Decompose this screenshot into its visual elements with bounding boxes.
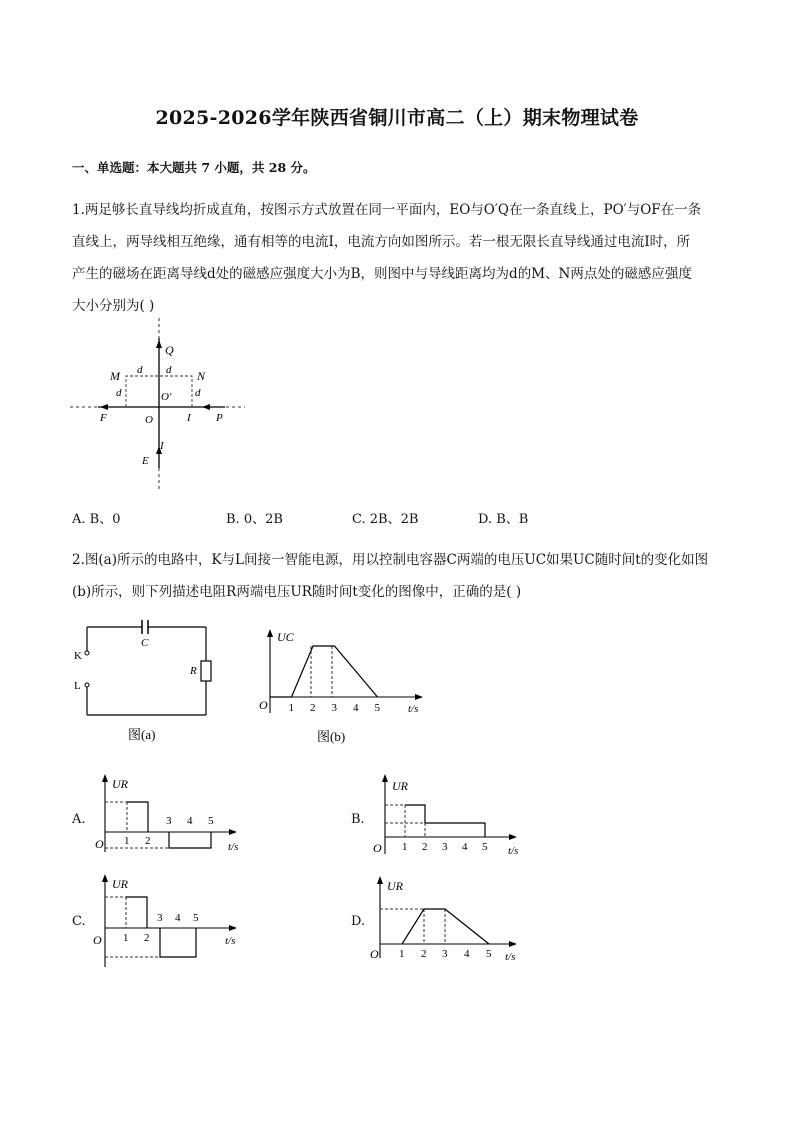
label-p: P — [216, 412, 223, 424]
uc-origin: O — [259, 698, 268, 712]
q1-figure — [70, 318, 250, 490]
opt-d-origin: O — [370, 947, 379, 961]
svg-text:2: 2 — [144, 932, 150, 944]
terminal-k — [85, 651, 89, 655]
svg-text:3: 3 — [442, 948, 448, 960]
q1-option-d[interactable]: D. B、B — [478, 512, 529, 527]
svg-text:1: 1 — [399, 948, 405, 960]
label-d-m-top: d — [137, 364, 143, 376]
label-f: F — [100, 412, 107, 424]
label-m: M — [110, 369, 120, 383]
arrow-left-f — [100, 404, 108, 410]
opt-a-xlabel: t/s — [228, 841, 239, 853]
opt-d-ylabel: UR — [387, 879, 403, 893]
q2-option-c-letter[interactable]: C. — [72, 914, 86, 929]
svg-text:2: 2 — [421, 948, 427, 960]
label-l: L — [74, 680, 81, 692]
uc-tick-4: 4 — [353, 702, 359, 714]
opt-b-xlabel: t/s — [508, 845, 519, 857]
svg-text:4: 4 — [464, 948, 470, 960]
caption-b: 图(b) — [317, 729, 346, 744]
label-n: N — [197, 369, 206, 383]
opt-b-ylabel: UR — [392, 779, 408, 793]
q2-line-1: 2.图(a)所示的电路中，K与L间接一智能电源，用以控制电容器C两端的电压UC如果UC随时间t的变化如图 — [72, 552, 709, 568]
svg-text:1: 1 — [124, 835, 130, 847]
terminal-l — [85, 683, 89, 687]
page-title: 2025-2026学年陕西省铜川市高二（上）期末物理试卷 — [155, 107, 639, 129]
uc-curve — [270, 646, 378, 697]
m-box — [126, 376, 159, 407]
arrow-left-p — [202, 404, 210, 410]
label-i-right: I — [187, 412, 191, 424]
label-d-n-top: d — [166, 364, 172, 376]
svg-text:4: 4 — [462, 841, 468, 853]
opt-a-ylabel: UR — [112, 777, 128, 791]
uc-x-label: t/s — [408, 703, 419, 715]
uc-tick-2: 2 — [310, 702, 316, 714]
label-o: O — [145, 414, 153, 426]
label-i-bottom: I — [160, 440, 164, 452]
svg-text:5: 5 — [486, 948, 492, 960]
opt-c-xlabel: t/s — [225, 935, 236, 947]
label-r: R — [190, 665, 197, 677]
svg-text:4: 4 — [175, 912, 181, 924]
q1-line-1: 1.两足够长直导线均折成直角，按图示方式放置在同一平面内，EO与O′Q在一条直线上，PO′与OF在一条 — [72, 202, 702, 218]
svg-text:5: 5 — [193, 912, 199, 924]
question-2-text — [72, 544, 722, 608]
svg-text:1: 1 — [123, 932, 129, 944]
label-e: E — [142, 455, 149, 467]
resistor — [201, 661, 211, 681]
svg-text:4: 4 — [187, 815, 193, 827]
opt-c-origin: O — [93, 933, 102, 947]
q1-option-a[interactable]: A. B、0 — [72, 512, 121, 527]
label-q: Q — [165, 343, 174, 357]
section-heading: 一、单选题：本大题共 7 小题，共 28 分。 — [72, 160, 316, 175]
arrow-up-q — [156, 340, 162, 348]
q1-line-3: 产生的磁场在距离导线d处的磁感应强度大小为B，则图中与导线距离均为d的M、N两点处的磁感应强度 — [72, 266, 692, 282]
q2-option-c-graph[interactable] — [85, 872, 255, 970]
svg-text:2: 2 — [145, 835, 151, 847]
label-k: K — [74, 650, 82, 662]
opt-c-ylabel: UR — [112, 877, 128, 891]
q2-option-a-graph[interactable] — [85, 772, 255, 857]
svg-text:1: 1 — [402, 841, 408, 853]
svg-text:3: 3 — [166, 815, 172, 827]
svg-text:3: 3 — [157, 912, 163, 924]
caption-a: 图(a) — [128, 727, 156, 742]
uc-tick-1: 1 — [288, 702, 294, 714]
svg-text:5: 5 — [482, 841, 488, 853]
q1-option-c[interactable]: C. 2B、2B — [352, 512, 419, 527]
q2-option-b-graph[interactable] — [365, 772, 535, 860]
uc-tick-5: 5 — [374, 702, 380, 714]
svg-text:5: 5 — [208, 815, 214, 827]
uc-graph — [245, 625, 435, 745]
svg-text:3: 3 — [442, 841, 448, 853]
q2-option-d-graph[interactable] — [365, 872, 535, 964]
label-d-m-side: d — [116, 387, 122, 399]
svg-text:2: 2 — [422, 841, 428, 853]
label-o-prime: O′ — [161, 391, 172, 403]
q2-option-b-letter[interactable]: B. — [351, 812, 365, 827]
q2-option-d-letter[interactable]: D. — [351, 914, 366, 929]
label-d-n-side: d — [195, 387, 201, 399]
q1-line-4: 大小分别为( ) — [72, 298, 155, 314]
uc-tick-3: 3 — [331, 702, 337, 714]
opt-b-origin: O — [373, 841, 382, 855]
opt-d-xlabel: t/s — [505, 951, 516, 963]
question-1-text — [72, 194, 722, 322]
q2-option-a-letter[interactable]: A. — [72, 812, 86, 827]
q1-option-b[interactable]: B. 0、2B — [226, 512, 283, 527]
label-c: C — [141, 637, 149, 649]
uc-y-label: UC — [277, 630, 294, 644]
uc-ticks — [289, 702, 381, 714]
opt-a-origin: O — [95, 837, 104, 851]
circuit-figure — [70, 615, 220, 750]
q2-line-2: (b)所示，则下列描述电阻R两端电压UR随时间t变化的图像中，正确的是( ) — [72, 584, 522, 600]
q1-line-2: 直线上，两导线相互绝缘，通有相等的电流I，电流方向如图所示。若一根无限长直导线通过电流I时，所 — [72, 234, 691, 250]
